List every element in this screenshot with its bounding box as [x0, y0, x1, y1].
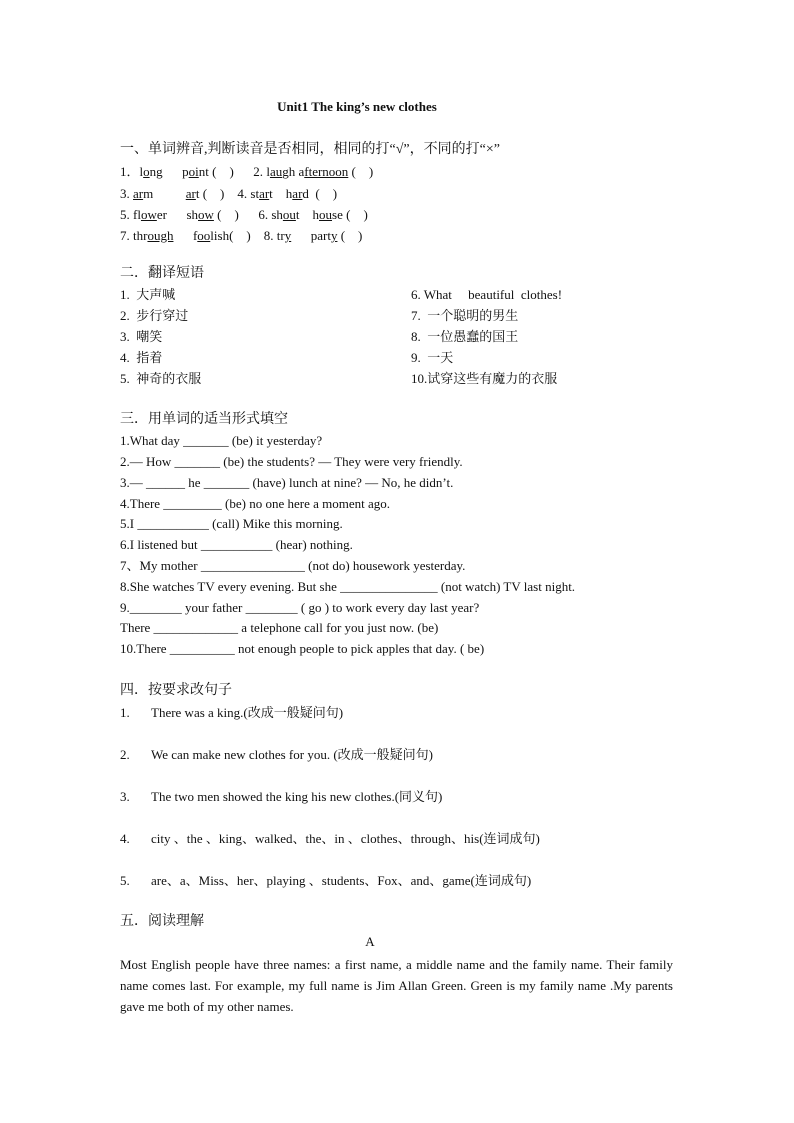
rewrite-item — [120, 747, 433, 763]
phrase-item: 8. 一位愚蠢的国王 — [411, 329, 519, 344]
underlined-letters: y — [330, 228, 338, 243]
phonics-text — [163, 164, 183, 179]
underlined-letters: o — [143, 164, 150, 179]
phonics-text: ( ) 4. — [199, 186, 251, 201]
phrase-item: 7. 一个聪明的男生 — [411, 308, 519, 323]
phonics-text: tr — [276, 228, 285, 243]
item-number: 3. — [120, 789, 130, 804]
phrase-item: 1. 大声喊 — [120, 287, 176, 302]
item-text: We can make new clothes for you. (改成一般疑问句) — [151, 747, 433, 762]
phonics-text: part — [310, 228, 331, 243]
section1-heading: 一、单词辨音,判断读音是否相同，相同的打“√”，不同的打“×” — [120, 142, 500, 157]
phonics-text: p — [182, 164, 189, 179]
fill-blank-line: 9.________ your father ________ ( go ) to work every day last year? — [120, 600, 480, 615]
item-number: 5. — [120, 873, 130, 888]
rewrite-item — [120, 705, 343, 721]
fill-blank-line: 8.She watches TV every evening. But she _______________ (not watch) TV last night. — [120, 579, 576, 594]
phonics-text — [300, 207, 313, 222]
phonics-text — [291, 228, 311, 243]
phonics-text: 1． — [120, 164, 140, 179]
phrase-item: 9. 一天 — [411, 350, 454, 365]
phonics-text: thr — [133, 228, 148, 243]
phrase-item: 3. 嘲笑 — [120, 329, 163, 344]
fill-blank-line: 3.— ______ he _______ (have) lunch at nine? — No, he didn’t. — [120, 475, 454, 490]
underlined-letters: fternoon — [304, 164, 349, 179]
fill-blank-line: There _____________ a telephone call for you just now. (be) — [120, 620, 439, 635]
fill-blank-line: 2.— How _______ (be) the students? — They were very friendly. — [120, 454, 463, 469]
phonics-text: lish — [210, 228, 230, 243]
reading-passage: Most English people have three names: a first name, a middle name and the family name. Their family name comes last. For example, my full name is Jim Allan Green. Green is my family name .My parents gave me both of my other names. — [120, 957, 673, 1014]
item-number: 2. — [120, 747, 130, 762]
underlined-letters: ow — [198, 207, 214, 222]
fill-blank-line: 4.There _________ (be) no one here a moment ago. — [120, 496, 391, 511]
phonics-text: a — [298, 164, 305, 179]
phrase-item: 10.试穿这些有魔力的衣服 — [411, 371, 558, 386]
underlined-letters: oi — [188, 164, 199, 179]
item-text: are、a、Miss、her、playing 、students、Fox、and、game(连词成句) — [151, 873, 532, 888]
phonics-text: ( ) 6. — [213, 207, 272, 222]
underlined-letters: ough — [147, 228, 174, 243]
phonics-text: se — [332, 207, 343, 222]
phonics-text: ng — [149, 164, 163, 179]
underlined-letters: ar — [133, 186, 144, 201]
fill-blank-line: 10.There __________ not enough people to pick apples that day. ( be) — [120, 641, 485, 656]
phonics-row — [120, 164, 373, 180]
phonics-text — [153, 186, 186, 201]
phonics-text: t — [195, 186, 200, 201]
phonics-row — [120, 207, 368, 223]
underlined-letters: ow — [140, 207, 157, 222]
phonics-text: ( ) 8. — [229, 228, 277, 243]
phonics-text: h — [285, 186, 293, 201]
phrase-item: 6. What beautiful clothes! — [411, 287, 563, 302]
phrase-item: 4. 指着 — [120, 350, 163, 365]
item-number: 4. — [120, 831, 130, 846]
phonics-text: t — [295, 207, 300, 222]
phonics-text: ( ) — [337, 228, 363, 243]
phonics-text: er — [156, 207, 167, 222]
phonics-text: ( ) — [308, 186, 338, 201]
underlined-letters: au — [269, 164, 283, 179]
phonics-text: ( ) — [342, 207, 368, 222]
section5-heading: 五．阅读理解 — [120, 914, 204, 929]
phonics-row — [120, 228, 362, 244]
phonics-text: ( ) 2. — [208, 164, 267, 179]
phonics-text — [173, 228, 193, 243]
phonics-text: 5. — [120, 207, 133, 222]
section4-heading: 四．按要求改句子 — [120, 683, 232, 698]
underlined-letters: y — [284, 228, 292, 243]
underlined-letters: oo — [197, 228, 211, 243]
underlined-letters: ar — [292, 186, 303, 201]
fill-blank-line: 7、My mother ________________ (not do) housework yesterday. — [120, 558, 466, 573]
phonics-text: l — [139, 164, 144, 179]
item-number: 1. — [120, 705, 130, 720]
underlined-letters: ou — [282, 207, 296, 222]
phonics-text: l — [266, 164, 270, 179]
page-title: Unit1 The king’s new clothes — [277, 99, 437, 114]
fill-blank-line: 1.What day _______ (be) it yesterday? — [120, 433, 323, 448]
rewrite-item — [120, 789, 442, 805]
phonics-row — [120, 186, 337, 202]
phonics-text: gh — [282, 164, 296, 179]
phonics-text: m — [143, 186, 154, 201]
phonics-text: h — [312, 207, 320, 222]
rewrite-item — [120, 873, 531, 889]
item-text: city 、the 、king、walked、the、in 、clothes、through、his(连词成句) — [151, 831, 540, 846]
phonics-text: ( ) — [348, 164, 374, 179]
phonics-text: fl — [133, 207, 141, 222]
item-text: There was a king.(改成一般疑问句) — [151, 705, 344, 720]
section2-heading: 二．翻译短语 — [120, 266, 204, 281]
rewrite-item — [120, 831, 540, 847]
phonics-text: sh — [186, 207, 199, 222]
underlined-letters: ar — [185, 186, 196, 201]
section3-heading: 三．用单词的适当形式填空 — [120, 412, 288, 427]
passage-label: A — [365, 934, 375, 949]
phonics-text — [273, 186, 286, 201]
fill-blank-line: 6.I listened but ___________ (hear) nothing. — [120, 537, 353, 552]
underlined-letters: ou — [319, 207, 333, 222]
phonics-text: sh — [271, 207, 283, 222]
underlined-letters: ar — [259, 186, 270, 201]
phrase-item: 5. 神奇的衣服 — [120, 371, 202, 386]
phonics-text: 7. — [120, 228, 133, 243]
phrase-item: 2. 步行穿过 — [120, 308, 189, 323]
phonics-text: d — [302, 186, 309, 201]
phonics-text: t — [269, 186, 273, 201]
fill-blank-line: 5.I ___________ (call) Mike this morning. — [120, 516, 343, 531]
phonics-text: f — [192, 228, 198, 243]
phonics-text — [167, 207, 187, 222]
phonics-text: st — [250, 186, 260, 201]
phonics-text: 3. — [120, 186, 133, 201]
item-text: The two men showed the king his new clothes.(同义句) — [151, 789, 443, 804]
phonics-text: nt — [198, 164, 209, 179]
